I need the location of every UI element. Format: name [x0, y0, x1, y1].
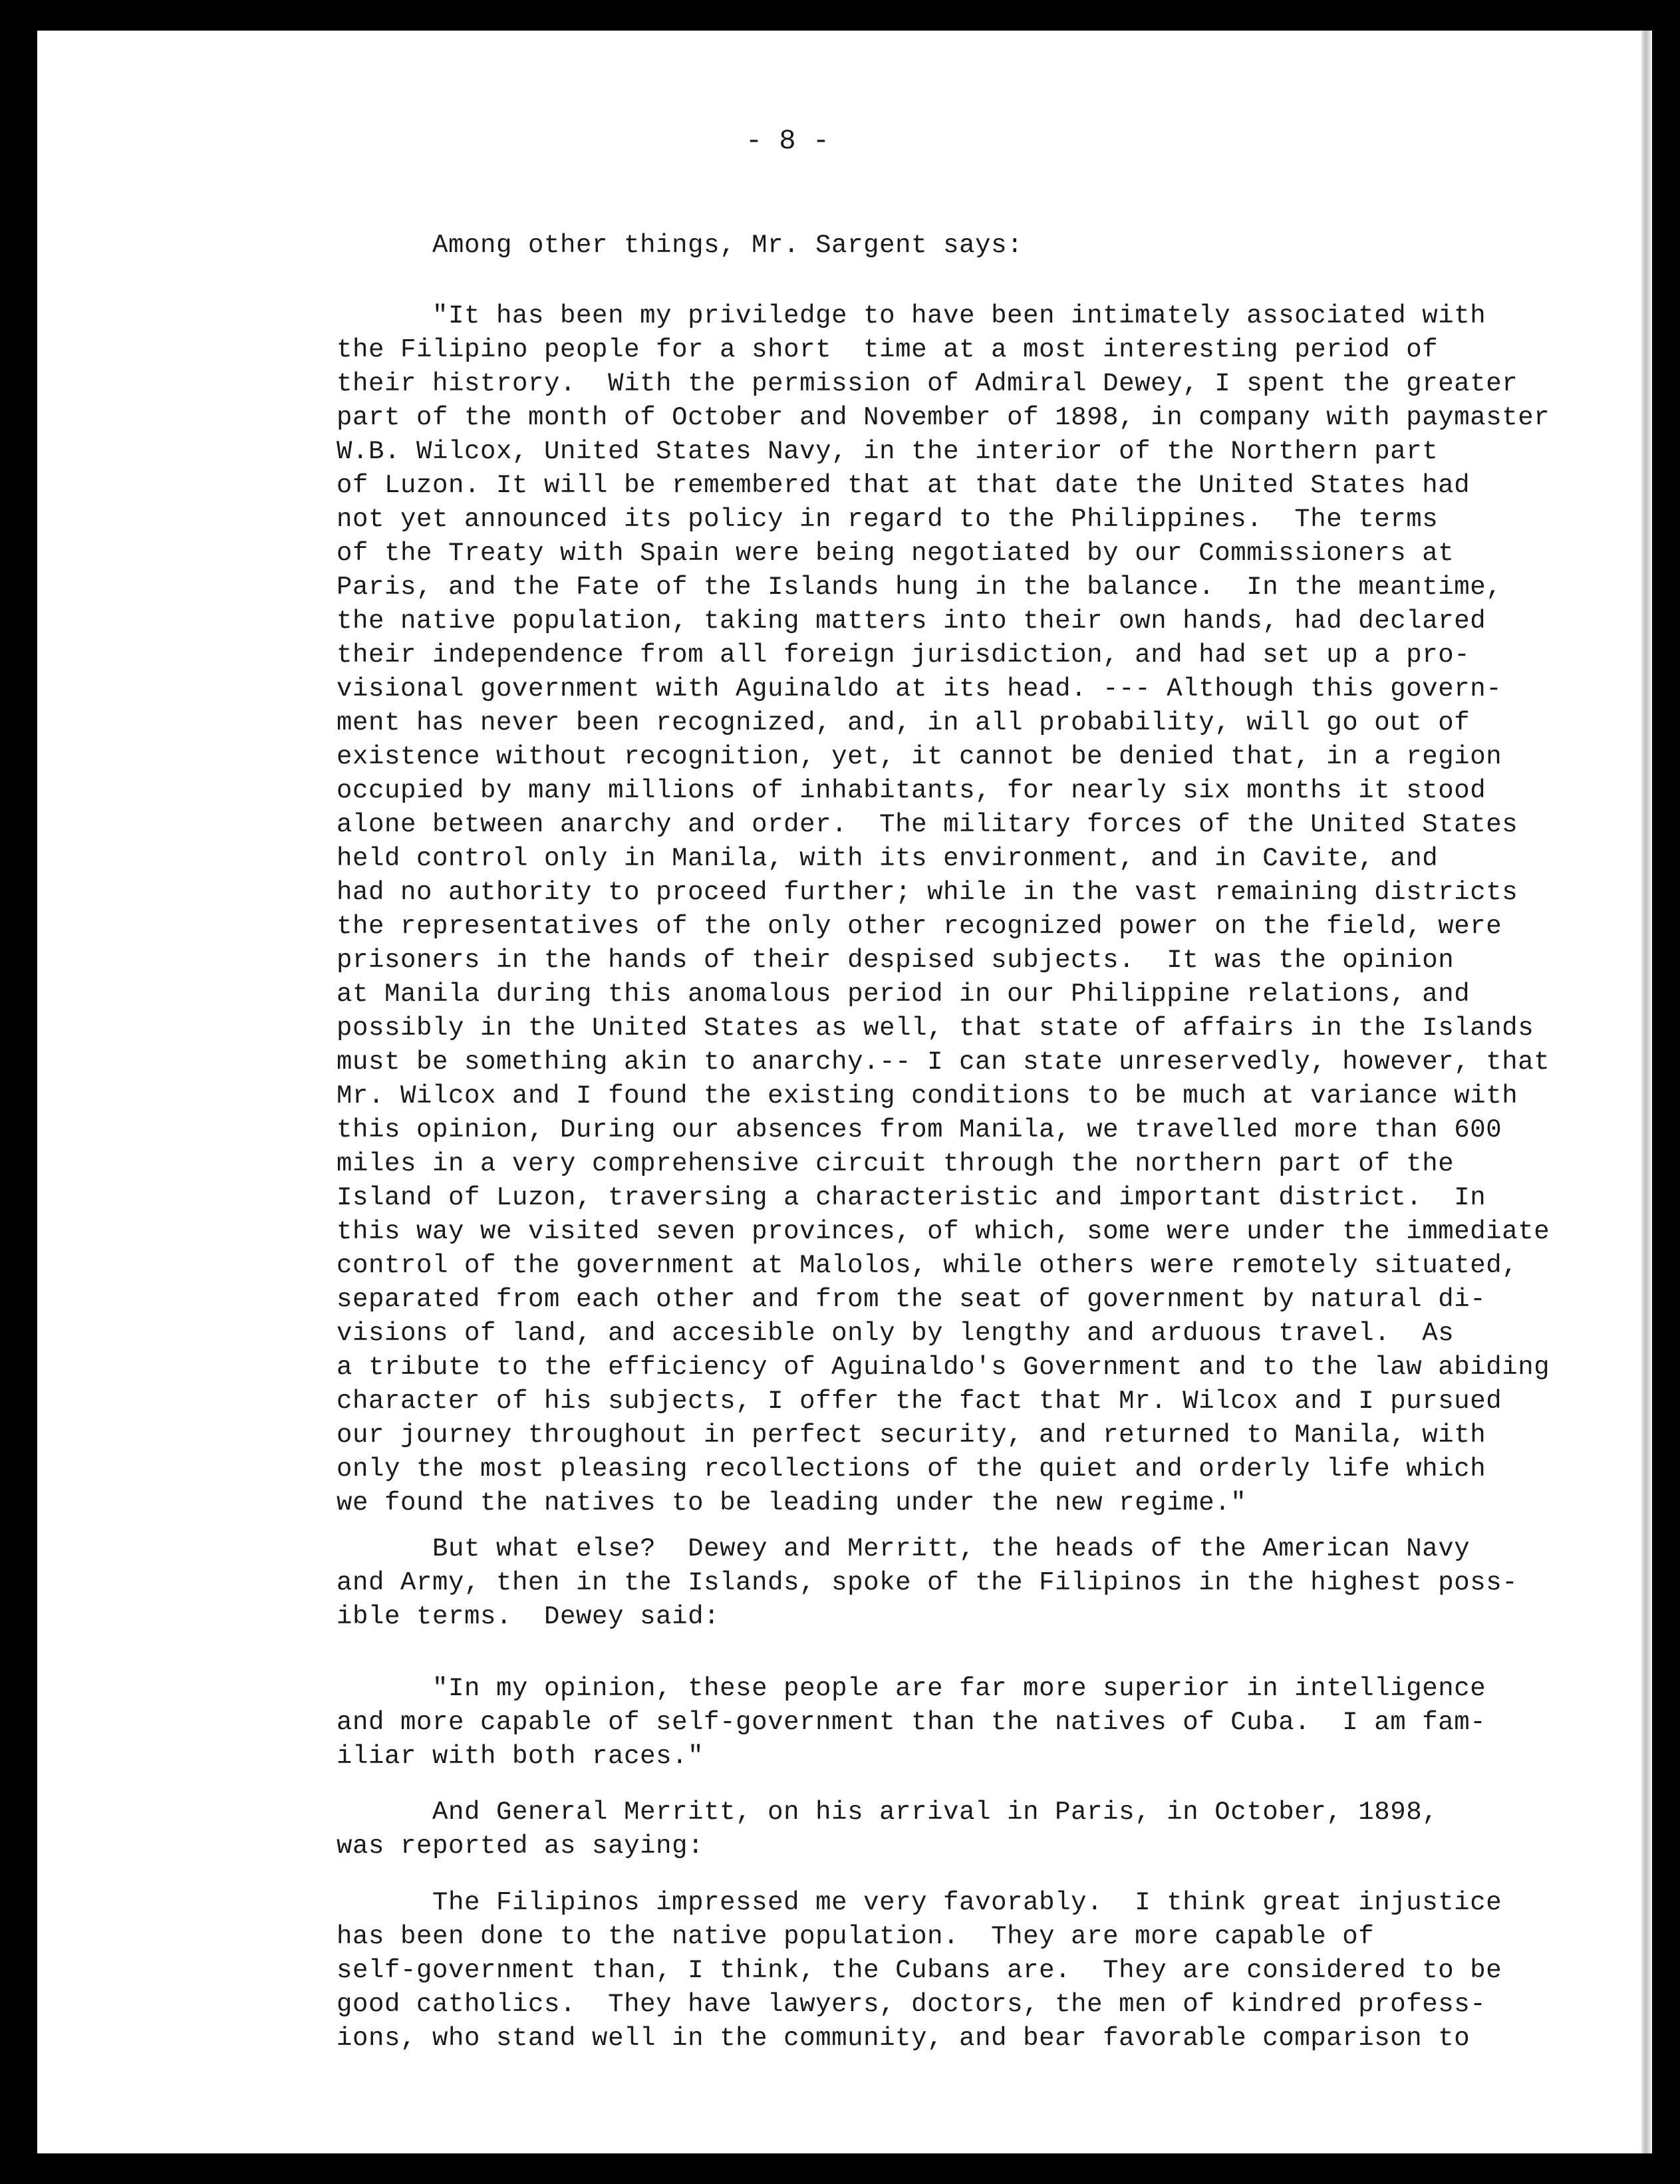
text-line: of Luzon. It will be remembered that at that date the United States had — [337, 471, 1470, 500]
text-line: has been done to the native population. They are more capable of — [337, 1922, 1375, 1951]
text-line: held control only in Manila, with its environment, and in Cavite, and — [337, 844, 1439, 873]
text-line: But what else? Dewey and Merritt, the heads of the American Navy — [337, 1534, 1470, 1564]
text-line: possibly in the United States as well, that state of affairs in the Islands — [337, 1014, 1534, 1043]
text-line: we found the natives to be leading under the new regime." — [337, 1488, 1247, 1518]
text-line: "It has been my priviledge to have been intimately associated with — [337, 301, 1486, 331]
page-edge-shadow — [1641, 31, 1652, 2153]
text-line: good catholics. They have lawyers, doctors, the men of kindred profess- — [337, 1990, 1486, 2019]
text-line: W.B. Wilcox, United States Navy, in the interior of the Northern part — [337, 437, 1439, 466]
text-line: character of his subjects, I offer the fact that Mr. Wilcox and I pursued — [337, 1387, 1502, 1416]
text-line: Island of Luzon, traversing a characteristic and important district. In — [337, 1183, 1486, 1212]
text-line: their histrory. With the permission of Admiral Dewey, I spent the greater — [337, 369, 1518, 398]
typed-text-body — [337, 31, 1640, 2053]
text-line: Among other things, Mr. Sargent says: — [337, 231, 1024, 260]
text-line: part of the month of October and November of 1898, in company with paymaster — [337, 403, 1550, 432]
text-line: ment has never been recognized, and, in all probability, will go out of — [337, 708, 1470, 738]
text-line: "In my opinion, these people are far more superior in intelligence — [337, 1674, 1486, 1703]
text-line: Paris, and the Fate of the Islands hung in the balance. In the meantime, — [337, 573, 1502, 602]
text-line: miles in a very comprehensive circuit through the northern part of the — [337, 1149, 1455, 1178]
paragraph-sargent-quote — [337, 299, 1550, 1520]
text-line: And General Merritt, on his arrival in Paris, in October, 1898, — [337, 1798, 1439, 1827]
text-line: visional government with Aguinaldo at its head. --- Although this govern- — [337, 674, 1502, 704]
paragraph-dewey-merritt — [337, 1532, 1518, 1634]
text-line: must be something akin to anarchy.-- I can state unreservedly, however, that — [337, 1047, 1550, 1077]
text-line: the Filipino people for a short time at a most interesting period of — [337, 335, 1439, 364]
document-page — [37, 31, 1652, 2153]
text-line: our journey throughout in perfect security, and returned to Manila, with — [337, 1421, 1486, 1450]
text-line: The Filipinos impressed me very favorably. I think great injustice — [337, 1888, 1502, 1917]
text-line: a tribute to the efficiency of Aguinaldo's Government and to the law abiding — [337, 1353, 1550, 1382]
text-line: this opinion, During our absences from Manila, we travelled more than 600 — [337, 1115, 1502, 1145]
text-line: and more capable of self-government than the natives of Cuba. I am fam- — [337, 1708, 1486, 1737]
paragraph-intro — [337, 229, 1023, 263]
text-line: not yet announced its policy in regard to the Philippines. The terms — [337, 505, 1439, 534]
paragraph-dewey-quote — [337, 1672, 1486, 1774]
text-line: ions, who stand well in the community, and bear favorable comparison to — [337, 2024, 1470, 2053]
text-line: visions of land, and accesible only by lengthy and arduous travel. As — [337, 1319, 1455, 1348]
text-line: had no authority to proceed further; while in the vast remaining districts — [337, 878, 1518, 907]
text-line: alone between anarchy and order. The military forces of the United States — [337, 810, 1518, 839]
text-line: Mr. Wilcox and I found the existing conditions to be much at variance with — [337, 1081, 1518, 1111]
text-line: only the most pleasing recollections of the quiet and orderly life which — [337, 1454, 1486, 1484]
page-number: - 8 - — [746, 125, 830, 157]
text-line: the representatives of the only other recognized power on the field, were — [337, 912, 1502, 941]
text-line: occupied by many millions of inhabitants, for nearly six months it stood — [337, 776, 1486, 805]
text-line: iliar with both races." — [337, 1742, 704, 1771]
text-line: self-government than, I think, the Cubans are. They are considered to be — [337, 1956, 1502, 1985]
text-line: was reported as saying: — [337, 1832, 704, 1861]
paragraph-merritt-quote — [337, 1886, 1502, 2056]
text-line: this way we visited seven provinces, of which, some were under the immediate — [337, 1217, 1550, 1246]
text-line: control of the government at Malolos, while others were remotely situated, — [337, 1251, 1518, 1280]
text-line: existence without recognition, yet, it cannot be denied that, in a region — [337, 742, 1502, 771]
paragraph-merritt-intro — [337, 1796, 1438, 1863]
text-line: the native population, taking matters into their own hands, had declared — [337, 607, 1486, 636]
text-line: their independence from all foreign jurisdiction, and had set up a pro- — [337, 640, 1470, 670]
text-line: at Manila during this anomalous period in our Philippine relations, and — [337, 980, 1470, 1009]
text-line: separated from each other and from the seat of government by natural di- — [337, 1285, 1486, 1314]
text-line: of the Treaty with Spain were being negotiated by our Commissioners at — [337, 539, 1455, 568]
text-line: ible terms. Dewey said: — [337, 1602, 720, 1631]
text-line: prisoners in the hands of their despised subjects. It was the opinion — [337, 946, 1455, 975]
text-line: and Army, then in the Islands, spoke of the Filipinos in the highest poss- — [337, 1568, 1518, 1597]
